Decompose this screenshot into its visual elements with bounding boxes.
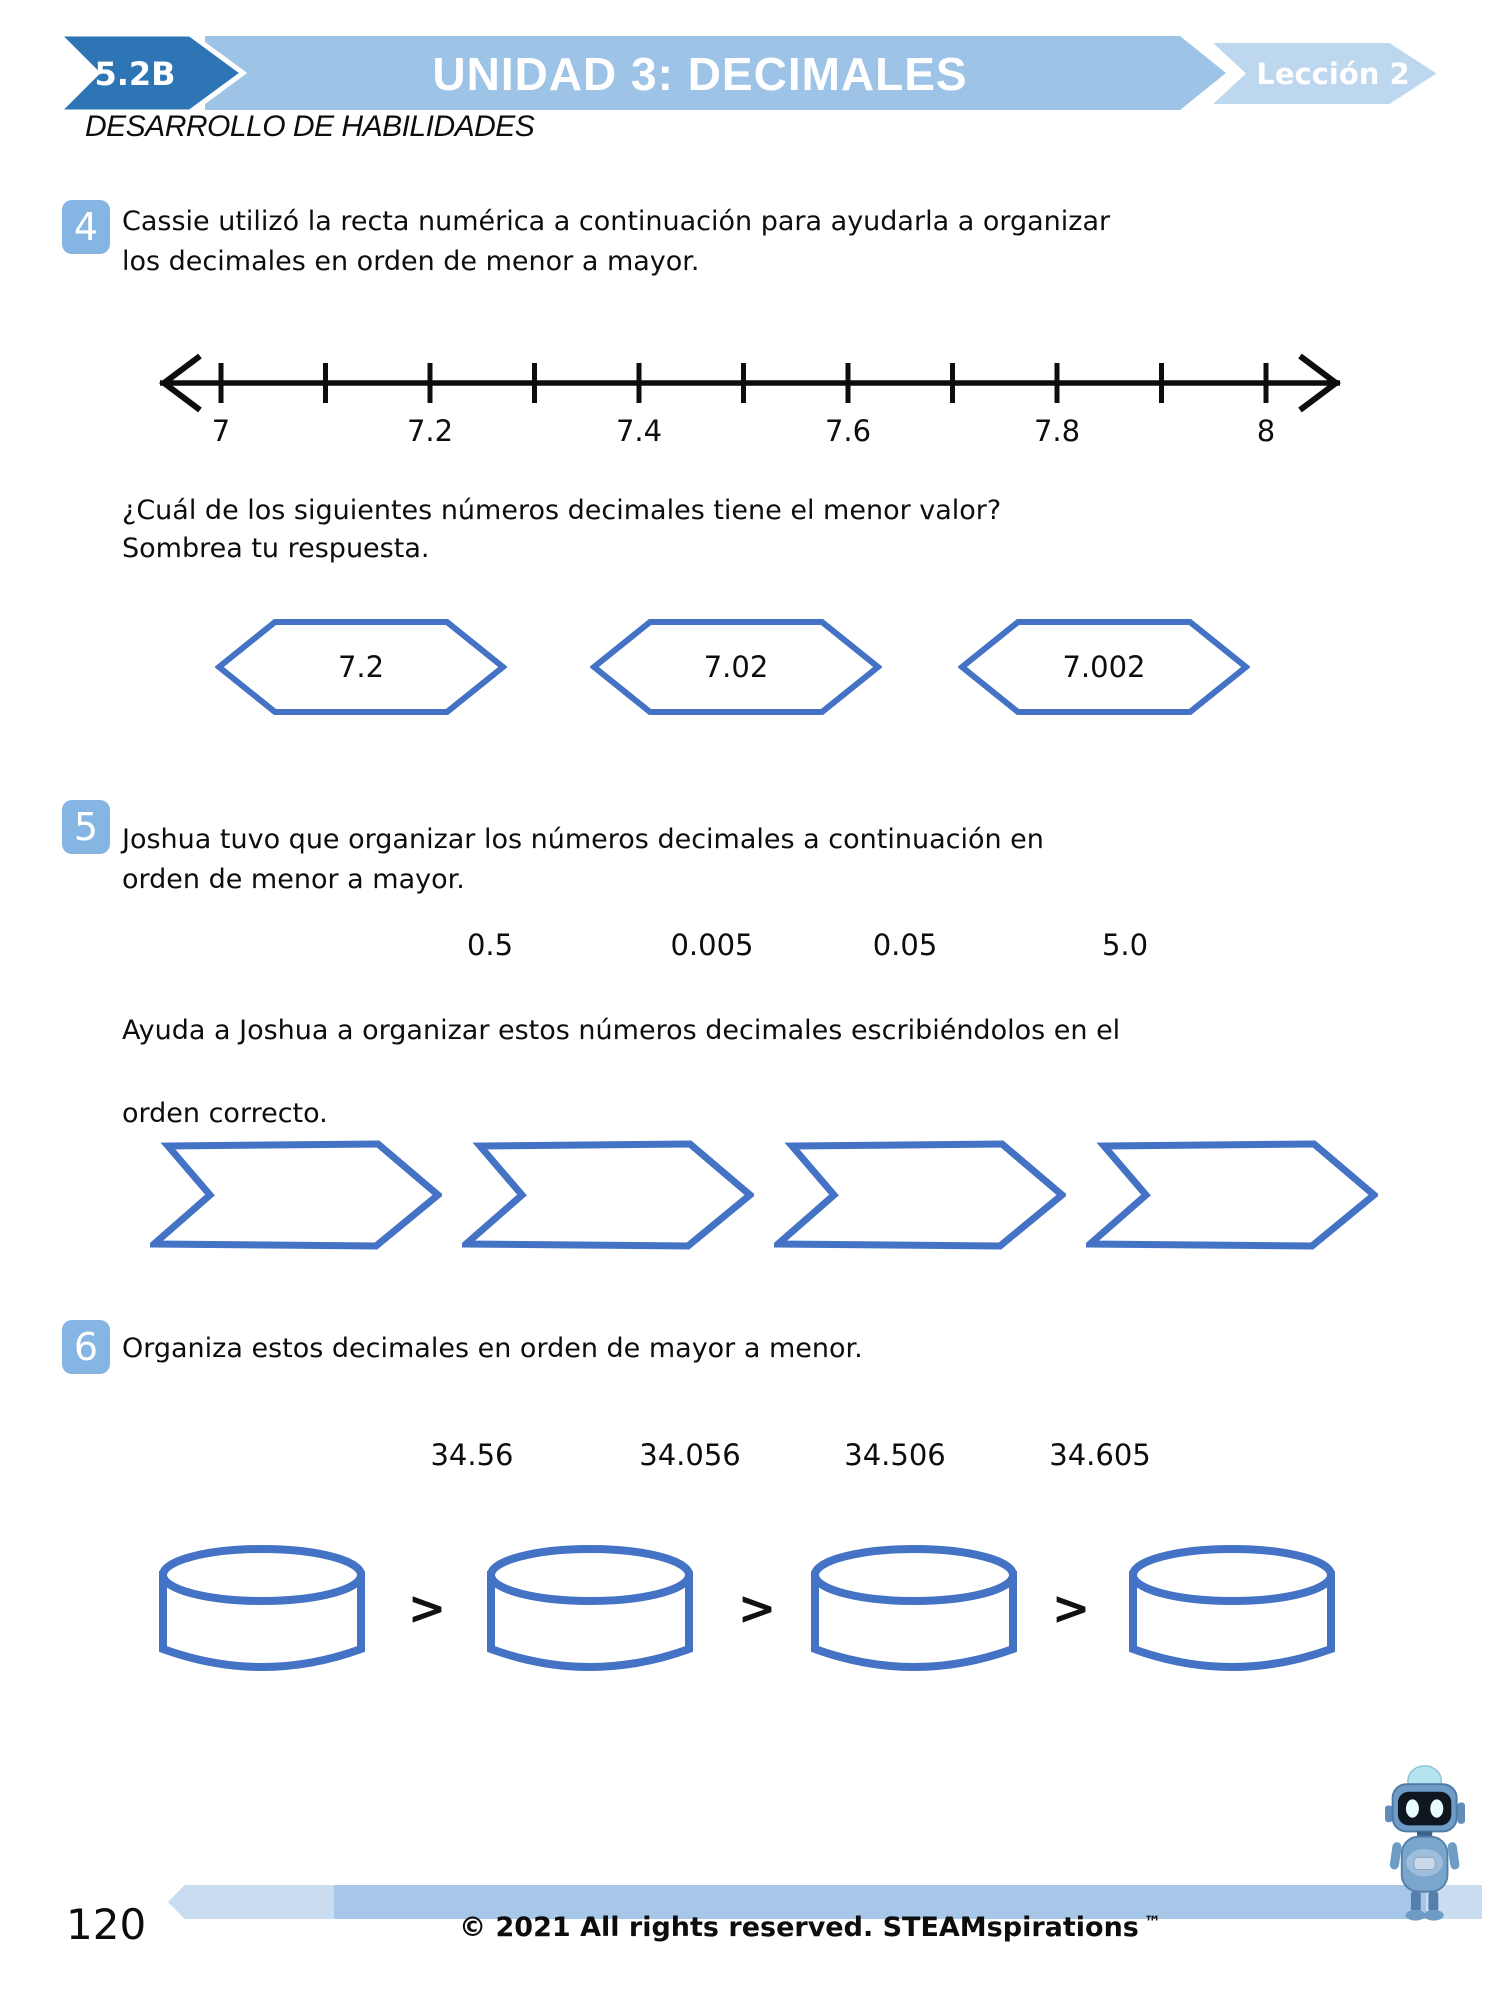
decimal-value: 5.0 xyxy=(1101,928,1149,962)
number-line xyxy=(140,350,1360,460)
decimal-value: 0.05 xyxy=(872,928,938,962)
answer-arrow-slot[interactable] xyxy=(150,1140,442,1250)
answer-arrow-slot[interactable] xyxy=(462,1140,754,1250)
choice-value: 7.002 xyxy=(1062,650,1146,684)
problem-5-prompt-line1: Joshua tuvo que organizar los números decimales a continuación en xyxy=(122,824,1044,855)
decimal-value: 34.56 xyxy=(430,1438,514,1472)
footer-bar-left-arrow xyxy=(168,1885,334,1919)
trademark-symbol: ™ xyxy=(1143,1913,1161,1933)
choice-value: 7.2 xyxy=(337,650,385,684)
greater-than-sign: > xyxy=(737,1581,777,1635)
number-line-label: 8 xyxy=(1256,414,1276,448)
greater-than-sign: > xyxy=(1051,1581,1091,1635)
problem-5-instruction-line1: Ayuda a Joshua a organizar estos números decimales escribiéndolos en el xyxy=(122,1015,1121,1046)
unit-title: UNIDAD 3: DECIMALES xyxy=(432,48,968,100)
page-number: 120 xyxy=(66,1900,147,1949)
problem-4-question-line1: ¿Cuál de los siguientes números decimales tiene el menor valor? xyxy=(122,495,1002,526)
problem-5-prompt xyxy=(122,820,1212,900)
answer-cylinder-slot[interactable] xyxy=(155,1543,369,1681)
number-line-label: 7.8 xyxy=(1033,414,1081,448)
section-heading: DESARROLLO DE HABILIDADES xyxy=(85,110,535,143)
decimal-value: 0.5 xyxy=(466,928,514,962)
problem-6-number-badge: 6 xyxy=(62,1320,110,1374)
answer-arrow-slot[interactable] xyxy=(1086,1140,1378,1250)
problem-5-instruction-line2: orden correcto. xyxy=(122,1098,328,1129)
decimal-value: 0.005 xyxy=(670,928,754,962)
robot-mascot xyxy=(1385,1758,1465,1930)
problem-4-prompt-line1: Cassie utilizó la recta numérica a continuación para ayudarla a organizar xyxy=(122,206,1111,237)
problem-6-prompt: Organiza estos decimales en orden de mayor a menor. xyxy=(122,1333,863,1364)
copyright-line: © 2021 All rights reserved. STEAMspirations xyxy=(459,1912,1139,1943)
problem-4-prompt xyxy=(122,202,1212,282)
problem-6-decimals-row xyxy=(0,1438,1500,1478)
problem-4-prompt-line2: los decimales en orden de menor a mayor. xyxy=(122,246,700,277)
decimal-value: 34.056 xyxy=(639,1438,741,1472)
greater-than-sign: > xyxy=(407,1581,447,1635)
choices-row xyxy=(0,618,1500,716)
standard-code-label: 5.2B xyxy=(94,55,176,93)
answer-cylinder-slot[interactable] xyxy=(483,1543,697,1681)
cylinders-row xyxy=(0,1543,1500,1683)
problem-4-number-badge: 4 xyxy=(62,200,110,254)
decimal-value: 34.605 xyxy=(1049,1438,1151,1472)
number-line-label: 7.4 xyxy=(615,414,663,448)
choice-value: 7.02 xyxy=(703,650,769,684)
number-line-label: 7 xyxy=(211,414,231,448)
choice-hexagon[interactable] xyxy=(590,618,882,716)
choice-hexagon[interactable] xyxy=(215,618,507,716)
copyright-text xyxy=(390,1912,1230,1943)
problem-4-question xyxy=(122,492,1212,568)
answer-arrows-row xyxy=(0,1140,1500,1252)
decimal-value: 34.506 xyxy=(844,1438,946,1472)
problem-5-number-badge: 5 xyxy=(62,800,110,854)
problem-4-question-line2: Sombrea tu respuesta. xyxy=(122,533,430,564)
answer-cylinder-slot[interactable] xyxy=(807,1543,1021,1681)
answer-arrow-slot[interactable] xyxy=(774,1140,1066,1250)
number-line-label: 7.6 xyxy=(824,414,872,448)
answer-cylinder-slot[interactable] xyxy=(1125,1543,1339,1681)
problem-5-prompt-line2: orden de menor a mayor. xyxy=(122,864,465,895)
lesson-label: Lección 2 xyxy=(1256,57,1410,91)
problem-5-decimals-row xyxy=(0,928,1500,968)
number-line-label: 7.2 xyxy=(406,414,454,448)
choice-hexagon[interactable] xyxy=(958,618,1250,716)
number-line-graphic xyxy=(140,350,1360,414)
